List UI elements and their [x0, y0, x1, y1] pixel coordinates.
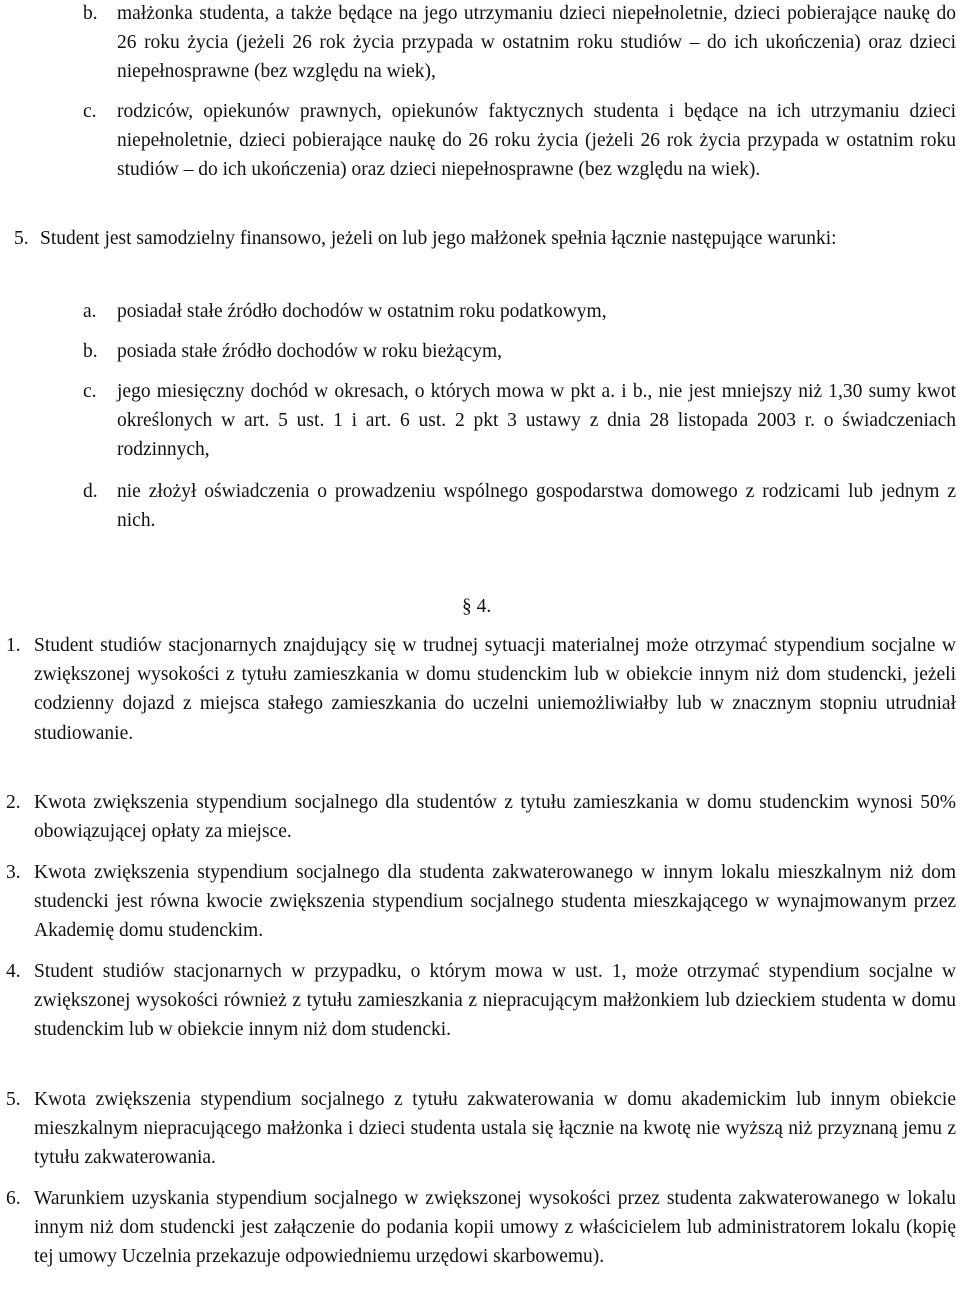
- list-item-text: rodziców, opiekunów prawnych, opiekunów faktycznych studenta i będące na ich utrzymaniu dzieci niepełnoletnie, dzieci pobierające naukę do 26 roku życia (jeżeli 26 rok życia przypada w ostatnim roku studiów – do ich ukończenia) oraz dzieci niepełnosprawne (bez względu na wiek).: [117, 101, 956, 181]
- paragraph-marker: 1.: [6, 635, 21, 656]
- paragraph-3: [6, 858, 956, 946]
- list-item-text: jego miesięczny dochód w okresach, o których mowa w pkt a. i b., nie jest mniejszy niż 1,30 sumy kwot określonych w art. 5 ust. 1 i art. 6 ust. 2 pkt 3 ustawy z dnia 28 listopada 2003 r. o świadczeniach rodzinnych,: [117, 381, 956, 461]
- list-item-text: posiada stałe źródło dochodów w roku bieżącym,: [117, 341, 503, 362]
- point-marker: 5.: [14, 228, 29, 249]
- paragraph-text: Kwota zwiększenia stypendium socjalnego dla studenta zakwaterowanego w innym lokalu mieszkalnym niż dom studencki jest równa kwocie zwiększenia stypendium socjalnego studenta mieszkającego w wynajmowanym przez Akademię domu studenckim.: [34, 862, 956, 942]
- section-number: 4.: [476, 596, 492, 617]
- paragraph-marker: 4.: [6, 961, 21, 982]
- list-marker: b.: [83, 3, 98, 24]
- paragraph-2: [6, 788, 956, 846]
- point-text: Student jest samodzielny finansowo, jeżeli on lub jego małżonek spełnia łącznie następujące warunki:: [40, 228, 837, 249]
- condition-d: [83, 477, 956, 535]
- paragraph-4: [6, 957, 956, 1045]
- paragraph-marker: 6.: [6, 1188, 21, 1209]
- list-item-text: nie złożył oświadczenia o prowadzeniu wspólnego gospodarstwa domowego z rodzicami lub jednym z nich.: [117, 481, 956, 532]
- paragraph-text: Student studiów stacjonarnych znajdujący się w trudnej sytuacji materialnej może otrzymać stypendium socjalne w zwiększonej wysokości z tytułu zamieszkania w domu studenckim lub w obiekcie innym niż dom studencki, jeżeli codzienny dojazd z miejsca stałego zamieszkania do uczelni uniemożliwiałby lub w znacznym stopniu utrudniał studiowanie.: [34, 635, 956, 744]
- list-marker: b.: [83, 341, 98, 362]
- paragraph-5: [6, 1085, 956, 1173]
- list-marker: d.: [83, 481, 98, 502]
- paragraph-6: [6, 1184, 956, 1272]
- section-symbol: §: [462, 596, 472, 617]
- paragraph-marker: 5.: [6, 1089, 21, 1110]
- list-item-text: posiadał stałe źródło dochodów w ostatnim roku podatkowym,: [117, 301, 607, 322]
- paragraph-text: Kwota zwiększenia stypendium socjalnego dla studentów z tytułu zamieszkania w domu studenckim wynosi 50% obowiązującej opłaty za miejsce.: [34, 792, 956, 843]
- paragraph-text: Kwota zwiększenia stypendium socjalnego z tytułu zakwaterowania w domu akademickim lub innym obiekcie mieszkalnym niepracującego małżonka i dzieci studenta ustala się łącznie na kwotę nie wyższą niż przyznaną jemu z tytułu zakwaterowania.: [34, 1089, 956, 1169]
- paragraph-marker: 2.: [6, 792, 21, 813]
- condition-c: [83, 377, 956, 465]
- list-item-b-spouse: [83, 0, 956, 87]
- list-item-c-parents: [83, 97, 956, 185]
- list-item-text: małżonka studenta, a także będące na jego utrzymaniu dzieci niepełnoletnie, dzieci pobierające naukę do 26 roku życia (jeżeli 26 rok życia przypada w ostatnim roku studiów – do ich ukończenia) oraz dzieci niepełnosprawne (bez względu na wiek),: [117, 3, 956, 83]
- list-marker: c.: [83, 101, 97, 122]
- point-5-financial-independence: [14, 224, 956, 253]
- paragraph-1: [6, 631, 956, 748]
- list-marker: a.: [83, 301, 97, 322]
- list-marker: c.: [83, 381, 97, 402]
- paragraph-text: Student studiów stacjonarnych w przypadku, o którym mowa w ust. 1, może otrzymać stypendium socjalne w zwiększonej wysokości również z tytułu zamieszkania z niepracującym małżonkiem lub dzieckiem studenta w domu studenckim lub w obiekcie innym niż dom studencki.: [34, 961, 956, 1041]
- condition-b: [83, 337, 956, 366]
- paragraph-marker: 3.: [6, 862, 21, 883]
- paragraph-text: Warunkiem uzyskania stypendium socjalnego w zwiększonej wysokości przez studenta zakwaterowanego w lokalu innym niż dom studencki jest załączenie do podania kopii umowy z właścicielem lub administratorem lokalu (kopię tej umowy Uczelnia przekazuje odpowiedniemu urzędowi skarbowemu).: [34, 1188, 956, 1268]
- condition-a: [83, 297, 956, 326]
- section-heading: [462, 592, 522, 621]
